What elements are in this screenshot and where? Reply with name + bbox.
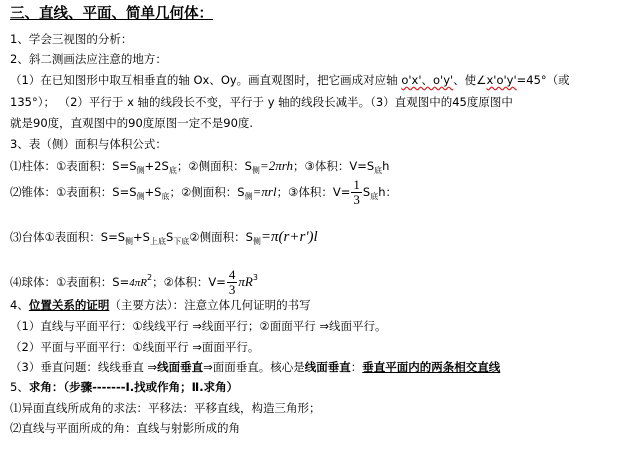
cone-text-d: ；③体积：V=: [276, 185, 351, 199]
cone-fraction-numerator: 1: [353, 177, 360, 192]
item-2-line-1: [10, 74, 570, 88]
cylinder-sub-2: 底: [168, 166, 177, 175]
cone-sub-2: 底: [161, 192, 170, 201]
cone-sub-1: 侧: [136, 192, 145, 201]
item-2-axes: o'x'、o'y': [401, 73, 454, 87]
item-4-line-parallel: （1）直线与平面平行：①线线平行 ⇒线面平行；②面面平行 ⇒线面平行。: [10, 319, 387, 333]
cone-text-a: ⑵锥体：①表面积：S=S: [10, 185, 137, 199]
formula-sphere: [10, 268, 258, 297]
frustum-sub-4: 侧: [252, 237, 261, 246]
cylinder-text-c: ；②侧面积：S: [176, 159, 252, 173]
perp-text-b: 线面垂直: [157, 360, 204, 374]
item-5-angles: [10, 381, 238, 395]
item-5-line-plane-angle: ⑵直线与平面所成的角：直线与射影所成的角: [10, 421, 240, 435]
sphere-fraction: [227, 268, 238, 297]
item-3-formulas: 3、表（侧）面积与体积公式：: [10, 137, 167, 151]
item-1-three-views: 1、学会三视图的分析：: [10, 32, 133, 46]
perp-text-e: ：: [350, 360, 363, 374]
frustum-text-a: ⑶台体①表面积：S=S: [10, 230, 126, 244]
cylinder-text-a: ⑴柱体：①表面积：S=S: [10, 159, 137, 173]
cylinder-sub-4: 底: [374, 166, 383, 175]
cone-sub-3: 侧: [244, 192, 253, 201]
cone-lateral-formula: =πrl: [252, 184, 277, 199]
cone-text-b: +S: [144, 185, 162, 199]
item-2-line-2: 135°）； （2）平行于 x 轴的线段长不变，平行于 y 轴的线段长减半。（3）直观图中的45度原图中: [10, 95, 513, 109]
formula-cylinder: [10, 158, 389, 176]
sphere-volume-formula: πR: [238, 274, 253, 289]
cylinder-lateral-formula: =2πrh: [259, 158, 294, 173]
frustum-sub-1: 侧: [125, 237, 134, 246]
frustum-text-b: +S: [133, 230, 150, 244]
cone-text-f: h：: [378, 185, 397, 199]
item-2-oblique-drawing: 2、斜二测画法应注意的地方：: [10, 52, 167, 66]
item-2-line-3: 就是90度，直观图中的90度原图一定不是90度.: [10, 116, 254, 130]
item-4-heading: 位置关系的证明: [28, 298, 110, 312]
item-2-text-c: =45°（或: [516, 73, 570, 87]
cone-sub-4: 底: [370, 192, 379, 201]
frustum-text-d: ②侧面积：S: [189, 230, 253, 244]
sphere-text-a: ⑷球体：①表面积：S=: [10, 275, 130, 289]
item-2-text-b: 、使∠: [453, 73, 487, 87]
formula-cone: [10, 178, 397, 207]
item-4-perpendicular: [10, 361, 500, 375]
section-title: 三、直线、平面、简单几何体：: [10, 6, 213, 22]
item-5-skew-lines: ⑴异面直线所成角的求法：平移法：平移直线，构造三角形；: [10, 401, 321, 415]
frustum-text-c: S: [165, 230, 174, 244]
frustum-sub-3: 下底: [173, 237, 190, 246]
cylinder-sub-1: 侧: [136, 166, 145, 175]
sphere-text-b: ；②体积：V=: [152, 275, 226, 289]
cone-text-c: ；②侧面积：S: [169, 185, 245, 199]
cone-text-e: S: [362, 185, 371, 199]
sphere-fraction-numerator: 4: [228, 267, 236, 282]
item-4-plane-parallel: （2）平面与平面平行：①线面平行 ⇒面面平行。: [10, 340, 260, 354]
perp-text-a: （3）垂直问题：线线垂直 ⇒: [10, 360, 158, 374]
item-5-number: 5、: [10, 380, 29, 394]
frustum-lateral-formula: =π(r+r')l: [260, 229, 318, 245]
item-2-text-a: （1）在已知图形中取互相垂直的轴 Ox、Oy。画直观图时，把它画成对应轴: [10, 73, 402, 87]
cylinder-text-e: h: [382, 159, 390, 173]
perp-text-c: ⇒面面垂直。核心是: [203, 360, 305, 374]
perp-text-d: 线面垂直: [304, 360, 351, 374]
item-4-note: （主要方法）：注意立体几何证明的书写: [109, 298, 311, 312]
perp-text-f: 垂直平面内的两条相交直线: [362, 360, 501, 374]
sphere-surface-formula: 4πR: [129, 277, 147, 289]
sphere-volume-exponent: 3: [252, 273, 258, 282]
sphere-surface-exponent: 2: [146, 273, 153, 282]
item-4-proofs: [10, 299, 311, 313]
cylinder-text-b: +2S: [144, 159, 169, 173]
item-4-number: 4、: [10, 298, 29, 312]
sphere-fraction-denominator: 3: [228, 282, 236, 297]
formula-frustum: [10, 228, 318, 247]
cylinder-text-d: ；③体积：V=S: [293, 159, 375, 173]
cone-fraction: [351, 178, 362, 207]
cylinder-sub-3: 侧: [251, 166, 260, 175]
cone-fraction-denominator: 3: [353, 192, 360, 207]
frustum-sub-2: 上底: [149, 237, 166, 246]
item-2-angle: x'o'y': [486, 73, 517, 87]
item-5-heading: 求角：（步骤-------Ⅰ.找或作角；Ⅱ.求角）: [28, 380, 239, 394]
